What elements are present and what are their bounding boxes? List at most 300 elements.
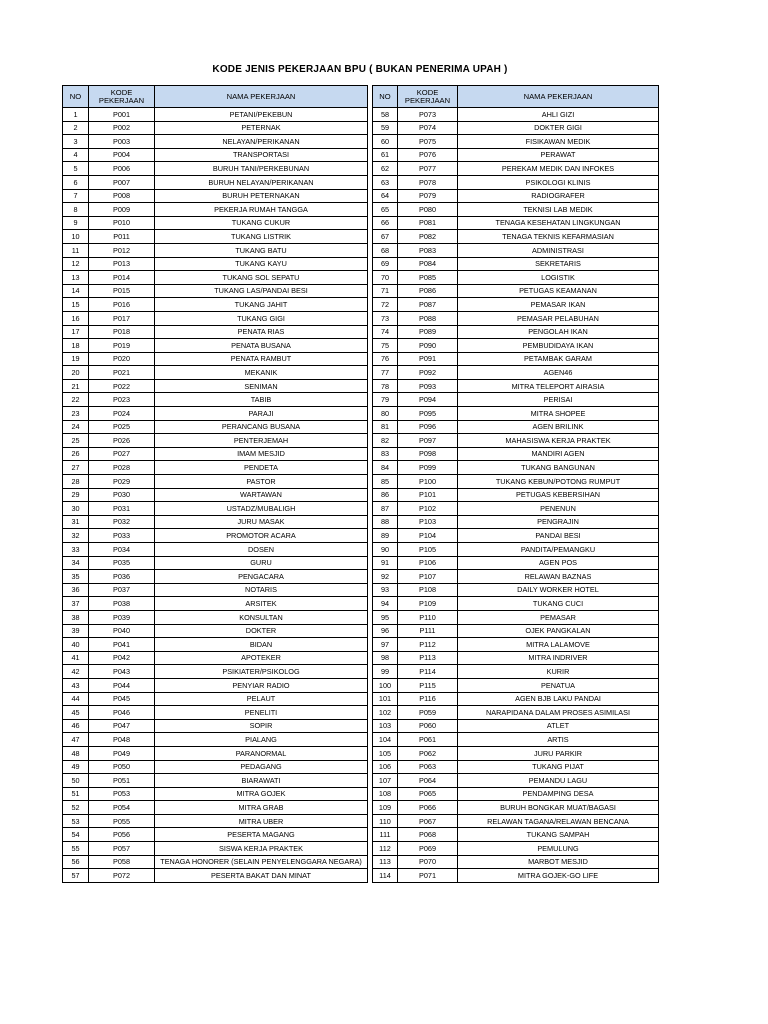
table-row [63,787,659,801]
row-nama-right: ATLET [458,719,659,733]
row-nama-right: TENAGA TEKNIS KEFARMASIAN [458,230,659,244]
table-row [63,461,659,475]
row-nama-left: NOTARIS [155,583,368,597]
row-kode-left: P036 [89,570,155,584]
row-kode-right: P106 [398,556,458,570]
row-kode-right: P068 [398,828,458,842]
row-no-right: 61 [373,148,398,162]
header-kode-line1: KODE [110,87,133,97]
row-nama-left: PEDAGANG [155,760,368,774]
row-kode-left: P029 [89,475,155,489]
row-nama-left: SISWA KERJA PRAKTEK [155,842,368,856]
row-nama-left: TUKANG BATU [155,243,368,257]
row-no-left: 56 [63,855,89,869]
row-kode-left: P038 [89,597,155,611]
row-nama-right: FISIKAWAN MEDIK [458,135,659,149]
row-nama-left: TRANSPORTASI [155,148,368,162]
row-nama-left: PENATA RIAS [155,325,368,339]
row-no-left: 32 [63,529,89,543]
row-no-right: 78 [373,379,398,393]
row-kode-left: P033 [89,529,155,543]
table-row [63,162,659,176]
table-row [63,638,659,652]
row-kode-left: P022 [89,379,155,393]
row-no-left: 8 [63,203,89,217]
row-kode-right: P066 [398,801,458,815]
row-kode-right: P101 [398,488,458,502]
row-kode-left: P039 [89,610,155,624]
row-kode-left: P012 [89,243,155,257]
row-kode-left: P030 [89,488,155,502]
row-kode-right: P064 [398,774,458,788]
table-row [63,121,659,135]
row-no-left: 9 [63,216,89,230]
row-no-left: 57 [63,869,89,883]
row-no-left: 1 [63,108,89,122]
row-kode-right: P088 [398,311,458,325]
row-nama-right: PERAWAT [458,148,659,162]
row-no-right: 65 [373,203,398,217]
row-nama-right: PETAMBAK GARAM [458,352,659,366]
row-kode-left: P046 [89,706,155,720]
row-no-left: 55 [63,842,89,856]
row-no-right: 82 [373,434,398,448]
row-kode-left: P008 [89,189,155,203]
row-no-right: 88 [373,515,398,529]
row-nama-left: IMAM MESJID [155,447,368,461]
row-no-left: 24 [63,420,89,434]
row-nama-left: KONSULTAN [155,610,368,624]
row-nama-left: BURUH TANI/PERKEBUNAN [155,162,368,176]
row-nama-left: TUKANG LAS/PANDAI BESI [155,284,368,298]
row-nama-left: TABIB [155,393,368,407]
row-no-left: 13 [63,271,89,285]
row-nama-right: PEMANDU LAGU [458,774,659,788]
row-kode-left: P049 [89,746,155,760]
row-kode-right: P060 [398,719,458,733]
row-no-right: 77 [373,366,398,380]
row-kode-right: P093 [398,379,458,393]
row-no-right: 83 [373,447,398,461]
table-row [63,203,659,217]
row-no-right: 106 [373,760,398,774]
row-nama-right: AGEN46 [458,366,659,380]
row-no-right: 104 [373,733,398,747]
row-nama-left: BIDAN [155,638,368,652]
row-nama-left: BIARAWATI [155,774,368,788]
row-no-left: 39 [63,624,89,638]
row-nama-right: DOKTER GIGI [458,121,659,135]
row-no-left: 54 [63,828,89,842]
row-no-right: 92 [373,570,398,584]
row-kode-left: P044 [89,678,155,692]
row-nama-right: ADMINISTRASI [458,243,659,257]
row-nama-left: TUKANG SOL SEPATU [155,271,368,285]
row-nama-left: WARTAWAN [155,488,368,502]
row-kode-right: P086 [398,284,458,298]
row-no-left: 48 [63,746,89,760]
row-no-right: 71 [373,284,398,298]
row-nama-left: PENGACARA [155,570,368,584]
row-no-right: 98 [373,651,398,665]
row-no-right: 81 [373,420,398,434]
row-no-left: 44 [63,692,89,706]
row-kode-right: P085 [398,271,458,285]
row-nama-right: MANDIRI AGEN [458,447,659,461]
row-kode-right: P081 [398,216,458,230]
row-no-left: 33 [63,543,89,557]
table-row [63,298,659,312]
row-kode-right: P112 [398,638,458,652]
row-no-right: 103 [373,719,398,733]
row-no-right: 90 [373,543,398,557]
row-nama-right: RELAWAN BAZNAS [458,570,659,584]
row-no-left: 47 [63,733,89,747]
row-no-right: 113 [373,855,398,869]
row-no-left: 49 [63,760,89,774]
row-no-right: 75 [373,339,398,353]
row-kode-left: P003 [89,135,155,149]
row-no-left: 45 [63,706,89,720]
row-no-left: 2 [63,121,89,135]
row-no-left: 15 [63,298,89,312]
row-no-right: 63 [373,175,398,189]
header-nama-right: NAMA PEKERJAAN [458,86,659,108]
row-nama-right: SEKRETARIS [458,257,659,271]
row-no-left: 3 [63,135,89,149]
row-nama-left: PENATA BUSANA [155,339,368,353]
table-row [63,529,659,543]
row-no-left: 20 [63,366,89,380]
row-nama-left: USTADZ/MUBALIGH [155,502,368,516]
row-no-left: 22 [63,393,89,407]
row-kode-right: P074 [398,121,458,135]
row-nama-left: SENIMAN [155,379,368,393]
row-nama-right: PANDITA/PEMANGKU [458,543,659,557]
row-no-left: 27 [63,461,89,475]
row-nama-right: MITRA GOJEK-GO LIFE [458,869,659,883]
row-nama-left: PEKERJA RUMAH TANGGA [155,203,368,217]
header-kode-line2: PEKERJAAN [98,95,145,105]
row-kode-left: P056 [89,828,155,842]
table-row [63,420,659,434]
row-nama-left: TENAGA HONORER (SELAIN PENYELENGGARA NEGARA) [155,855,368,869]
row-no-right: 69 [373,257,398,271]
table-row [63,379,659,393]
header-no-right: NO [373,86,398,108]
table-row [63,733,659,747]
row-kode-left: P002 [89,121,155,135]
table-row [63,230,659,244]
row-no-right: 95 [373,610,398,624]
table-row [63,339,659,353]
row-kode-left: P013 [89,257,155,271]
row-kode-left: P047 [89,719,155,733]
table-row [63,842,659,856]
row-no-right: 87 [373,502,398,516]
row-nama-right: AHLI GIZI [458,108,659,122]
row-kode-left: P040 [89,624,155,638]
row-no-left: 53 [63,814,89,828]
row-nama-right: PETUGAS KEBERSIHAN [458,488,659,502]
row-no-left: 43 [63,678,89,692]
row-no-left: 23 [63,407,89,421]
row-kode-left: P023 [89,393,155,407]
row-no-right: 76 [373,352,398,366]
row-nama-right: MARBOT MESJID [458,855,659,869]
row-no-left: 5 [63,162,89,176]
table-row [63,352,659,366]
header-kode-right [398,86,458,108]
row-no-left: 26 [63,447,89,461]
row-kode-left: P045 [89,692,155,706]
table-row [63,692,659,706]
row-nama-right: RELAWAN TAGANA/RELAWAN BENCANA [458,814,659,828]
row-no-right: 109 [373,801,398,815]
table-row [63,325,659,339]
row-kode-right: P103 [398,515,458,529]
row-nama-left: ARSITEK [155,597,368,611]
row-nama-left: MITRA UBER [155,814,368,828]
row-nama-right: PENDAMPING DESA [458,787,659,801]
row-no-right: 72 [373,298,398,312]
table-row [63,760,659,774]
row-kode-left: P048 [89,733,155,747]
row-no-left: 10 [63,230,89,244]
row-no-right: 101 [373,692,398,706]
table-row [63,774,659,788]
row-nama-right: MITRA INDRIVER [458,651,659,665]
row-nama-right: DAILY WORKER HOTEL [458,583,659,597]
row-nama-left: TUKANG GIGI [155,311,368,325]
row-kode-right: P075 [398,135,458,149]
row-nama-right: PERISAI [458,393,659,407]
table-row [63,828,659,842]
row-kode-right: P102 [398,502,458,516]
row-kode-right: P113 [398,651,458,665]
row-kode-left: P050 [89,760,155,774]
row-nama-left: NELAYAN/PERIKANAN [155,135,368,149]
row-nama-right: JURU PARKIR [458,746,659,760]
row-no-right: 108 [373,787,398,801]
row-nama-left: DOKTER [155,624,368,638]
row-nama-left: BURUH NELAYAN/PERIKANAN [155,175,368,189]
row-nama-right: PENATUA [458,678,659,692]
row-no-left: 36 [63,583,89,597]
row-nama-left: TUKANG LISTRIK [155,230,368,244]
table-row [63,814,659,828]
row-no-right: 96 [373,624,398,638]
row-nama-left: PROMOTOR ACARA [155,529,368,543]
row-no-left: 41 [63,651,89,665]
row-kode-right: P082 [398,230,458,244]
row-nama-right: BURUH BONGKAR MUAT/BAGASI [458,801,659,815]
row-nama-right: PENGRAJIN [458,515,659,529]
row-no-right: 102 [373,706,398,720]
row-kode-left: P058 [89,855,155,869]
header-kode-line2: PEKERJAAN [404,95,451,105]
row-nama-right: TENAGA KESEHATAN LINGKUNGAN [458,216,659,230]
row-nama-right: MAHASISWA KERJA PRAKTEK [458,434,659,448]
row-nama-left: TUKANG CUKUR [155,216,368,230]
table-row [63,543,659,557]
row-no-right: 70 [373,271,398,285]
row-nama-left: PASTOR [155,475,368,489]
row-nama-left: MEKANIK [155,366,368,380]
row-no-right: 79 [373,393,398,407]
row-kode-right: P097 [398,434,458,448]
header-no-left: NO [63,86,89,108]
row-kode-right: P095 [398,407,458,421]
row-nama-left: TUKANG JAHIT [155,298,368,312]
table-row [63,243,659,257]
row-nama-left: PESERTA MAGANG [155,828,368,842]
row-kode-right: P104 [398,529,458,543]
row-no-left: 31 [63,515,89,529]
row-kode-left: P010 [89,216,155,230]
row-kode-right: P070 [398,855,458,869]
row-nama-right: TUKANG PIJAT [458,760,659,774]
header-kode-line1: KODE [416,87,439,97]
row-nama-left: SOPIR [155,719,368,733]
row-nama-left: MITRA GRAB [155,801,368,815]
row-nama-left: APOTEKER [155,651,368,665]
row-kode-right: P063 [398,760,458,774]
row-kode-left: P021 [89,366,155,380]
row-nama-left: PERANCANG BUSANA [155,420,368,434]
row-nama-right: MITRA TELEPORT AIRASIA [458,379,659,393]
row-kode-left: P027 [89,447,155,461]
row-no-left: 14 [63,284,89,298]
row-no-left: 52 [63,801,89,815]
table-row [63,869,659,883]
row-no-left: 17 [63,325,89,339]
row-nama-right: TUKANG SAMPAH [458,828,659,842]
row-nama-left: TUKANG KAYU [155,257,368,271]
table-row [63,624,659,638]
row-no-right: 111 [373,828,398,842]
row-no-right: 114 [373,869,398,883]
row-no-left: 38 [63,610,89,624]
table-row [63,651,659,665]
row-nama-right: PENENUN [458,502,659,516]
row-kode-right: P079 [398,189,458,203]
row-kode-right: P114 [398,665,458,679]
row-nama-right: MITRA SHOPEE [458,407,659,421]
row-no-right: 107 [373,774,398,788]
table-row [63,719,659,733]
table-row [63,488,659,502]
row-nama-right: PEMASAR IKAN [458,298,659,312]
table-row [63,284,659,298]
row-nama-right: PEMASAR [458,610,659,624]
row-no-right: 99 [373,665,398,679]
row-nama-left: PARAJI [155,407,368,421]
row-nama-right: LOGISTIK [458,271,659,285]
row-nama-right: TUKANG KEBUN/POTONG RUMPUT [458,475,659,489]
row-kode-left: P018 [89,325,155,339]
row-no-right: 100 [373,678,398,692]
table-row [63,148,659,162]
row-kode-right: P062 [398,746,458,760]
row-kode-right: P094 [398,393,458,407]
row-nama-right: AGEN BRILINK [458,420,659,434]
row-kode-right: P059 [398,706,458,720]
row-kode-right: P077 [398,162,458,176]
row-nama-left: PENATA RAMBUT [155,352,368,366]
row-kode-left: P041 [89,638,155,652]
row-no-left: 12 [63,257,89,271]
row-no-right: 112 [373,842,398,856]
row-no-right: 66 [373,216,398,230]
row-kode-right: P092 [398,366,458,380]
row-kode-left: P004 [89,148,155,162]
row-no-right: 74 [373,325,398,339]
row-kode-left: P001 [89,108,155,122]
row-kode-left: P015 [89,284,155,298]
row-no-left: 16 [63,311,89,325]
row-nama-right: PENGOLAH IKAN [458,325,659,339]
row-no-right: 67 [373,230,398,244]
row-nama-right: PEMBUDIDAYA IKAN [458,339,659,353]
table-header-row [63,86,659,108]
row-no-left: 11 [63,243,89,257]
row-kode-right: P067 [398,814,458,828]
row-no-left: 29 [63,488,89,502]
row-kode-left: P037 [89,583,155,597]
row-no-left: 4 [63,148,89,162]
row-kode-right: P089 [398,325,458,339]
table-body [63,108,659,883]
row-no-left: 34 [63,556,89,570]
row-kode-left: P014 [89,271,155,285]
row-nama-left: PENYIAR RADIO [155,678,368,692]
row-no-right: 58 [373,108,398,122]
row-nama-right: TUKANG CUCI [458,597,659,611]
table-row [63,515,659,529]
row-no-right: 84 [373,461,398,475]
row-nama-left: PIALANG [155,733,368,747]
table-row [63,855,659,869]
row-nama-right: NARAPIDANA DALAM PROSES ASIMILASI [458,706,659,720]
row-kode-right: P076 [398,148,458,162]
table-row [63,597,659,611]
row-no-right: 68 [373,243,398,257]
table-row [63,502,659,516]
row-nama-right: ARTIS [458,733,659,747]
row-kode-right: P110 [398,610,458,624]
table-row [63,189,659,203]
row-nama-left: PARANORMAL [155,746,368,760]
row-nama-right: OJEK PANGKALAN [458,624,659,638]
row-no-right: 91 [373,556,398,570]
row-kode-left: P051 [89,774,155,788]
row-kode-left: P011 [89,230,155,244]
table-row [63,556,659,570]
row-no-left: 7 [63,189,89,203]
row-no-right: 80 [373,407,398,421]
row-no-left: 35 [63,570,89,584]
row-kode-right: P090 [398,339,458,353]
row-kode-left: P031 [89,502,155,516]
table-row [63,108,659,122]
table-row [63,583,659,597]
table-row [63,366,659,380]
row-no-right: 86 [373,488,398,502]
row-nama-right: AGEN POS [458,556,659,570]
table-row [63,175,659,189]
row-nama-right: TEKNISI LAB MEDIK [458,203,659,217]
